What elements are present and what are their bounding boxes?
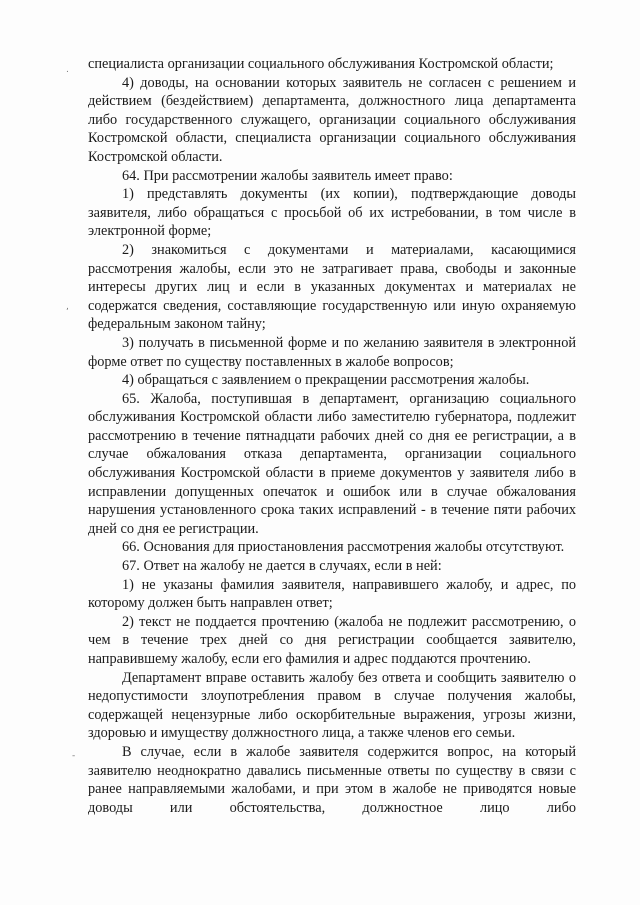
paragraph-64-item-1: 1) представлять документы (их копии), подтверждающие доводы заявителя, либо обращаться с просьбой об их истребовании, в том числе в электронной форме; xyxy=(88,186,576,240)
paragraph-65: 65. Жалоба, поступившая в департамент, организацию социального обслуживания Костромской области либо заместителю губернатора, подлежит рассмотрению в течение пятнадцати рабочих дней со дня ее регистрации, а в случае обжалования отказа департамента, организации социального обслуживания Костромской области в приеме документов у заявителя либо в исправлении допущенных опечаток и ошибок или в случае обжалования нарушения установленного срока таких исправлений - в течение пяти рабочих дней со дня ее регистрации. xyxy=(88,390,576,537)
document-body xyxy=(88,55,576,817)
margin-mark-bottom: - xyxy=(72,751,76,761)
paragraph-64-item-2: 2) знакомиться с документами и материалами, касающимися рассмотрения жалобы, если это не затрагивает права, свободы и законные интересы других лиц и если в указанных документах и материалах не содержатся сведения, составляющие государственную или иную охраняемую федеральным законом тайну; xyxy=(88,241,576,333)
paragraph-66: 66. Основания для приостановления рассмотрения жалобы отсутствуют. xyxy=(122,539,565,556)
paragraph-67-item-1: 1) не указаны фамилия заявителя, направившего жалобу, и адрес, по которому должен быть направлен ответ; xyxy=(88,576,576,612)
margin-mark-top: . xyxy=(66,65,69,75)
paragraph-item-4-arguments: 4) доводы, на основании которых заявитель не согласен с решением и действием (бездействием) департамента, должностного лица департамента либо государственного служащего, организации социального обслуживания Костромской области, специалиста организации социального обслуживания Костромской области. xyxy=(88,74,576,165)
paragraph-repeated-complaint: В случае, если в жалобе заявителя содержится вопрос, на который заявителю неоднократно давались письменные ответы по существу в связи с ранее направляемыми жалобами, и при этом в жалобе не приводятся новые доводы или обстоятельства, должностное лицо либо xyxy=(88,743,576,816)
paragraph-continuation: специалиста организации социального обслуживания Костромской области; xyxy=(88,56,554,72)
paragraph-64-item-3: 3) получать в письменной форме и по желанию заявителя в электронной форме ответ по существу поставленных в жалобе вопросов; xyxy=(88,334,576,370)
paragraph-64-item-4: 4) обращаться с заявлением о прекращении рассмотрения жалобы. xyxy=(122,372,530,389)
paragraph-department-right: Департамент вправе оставить жалобу без ответа и сообщить заявителю о недопустимости злоупотребления правом в случае получения жалобы, содержащей нецензурные либо оскорбительные выражения, угрозы жизни, здоровью и имуществу должностного лица, а также членов его семьи. xyxy=(88,669,576,742)
paragraph-67: 67. Ответ на жалобу не дается в случаях, если в ней: xyxy=(122,558,442,575)
margin-mark-middle: , xyxy=(66,302,69,312)
paragraph-67-item-2: 2) текст не поддается прочтению (жалоба не подлежит рассмотрению, о чем в течение трех дней со дня регистрации сообщается заявителю, направившему жалобу, если его фамилия и адрес поддаются прочтению. xyxy=(88,613,576,667)
paragraph-64: 64. При рассмотрении жалобы заявитель имеет право: xyxy=(122,167,453,184)
